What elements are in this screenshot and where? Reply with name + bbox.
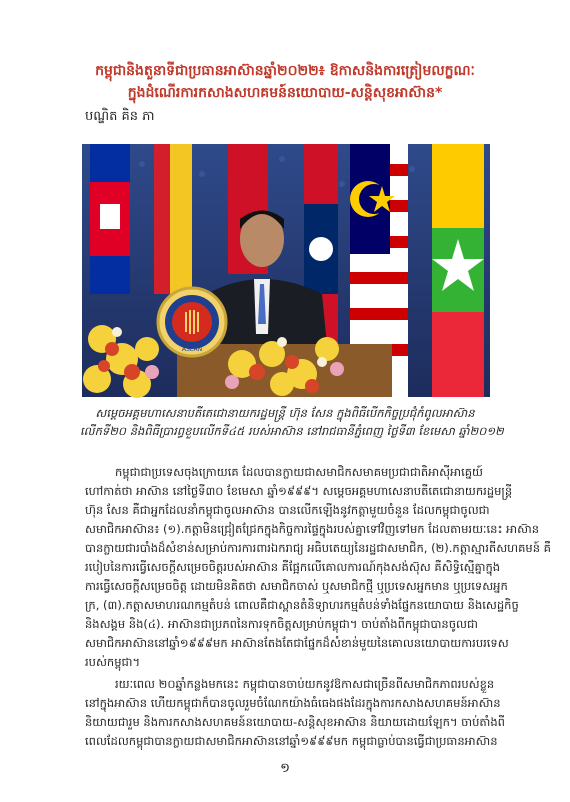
para2-line: នៅក្នុងអាស៊ាន ហើយកម្ពុជាក៏បានចូលរួមចំណែកយ៉ាងធំធេងផងដែរក្នុងការកសាងសហគមន៍អាស៊ាន [85,696,501,710]
para1-line: របៀបនៃការធ្វើសេចក្តីសម្រេចចិត្តរបស់អាស៊ាន គឺផ្អែកលើគោលការណ៍កុងសង់ស៊ុស គឺសិទ្ធិស្មើគ្នាក្នុង [85,560,501,574]
caption-line-2: លើកទី២០ និងពិធីប្រារព្ធខួបលើកទី៤៥ របស់អាស៊ាន នៅរាជធានីភ្នំពេញ ថ្ងៃទី៣ ខែមេសា ឆ្នាំ២០១២ [80,424,504,438]
photo-illustration [82,144,490,397]
para1-line: កម្ពុជាជាប្រទេសចុងក្រោយគេ ដែលបានក្លាយជាសមាជិកសមាគមប្រជាជាតិអាស៊ីអាគ្នេយ៍ [115,465,483,479]
caption-line-1: សម្តេចអគ្គមហាសេនាបតីតេជោនាយករដ្ឋមន្ត្រី ហ៊ុន សែន ក្នុងពិធីបើកកិច្ចប្រជុំកំពូលអាស៊ាន [95,406,475,420]
para1-line: របស់កម្ពុជា។ [85,655,141,669]
asean-emblem-text: ASEAN [181,346,203,353]
para2-line: រយៈពេល ២០ឆ្នាំកន្លងមកនេះ កម្ពុជាបានចាប់យកនូវឱកាសជាច្រើនពីសមាជិកភាពរបស់ខ្លួន [115,677,495,691]
title-line-1: កម្ពុជានិងតួនាទីជាប្រធានអាស៊ានឆ្នាំ២០២២៖ ឱកាសនិងការត្រៀមលក្ខណៈ [95,63,475,79]
para1-line: បានក្លាយជារបាំងដ៏សំខាន់សម្រាប់ការការពារឯករាជ្យ អធិបតេយ្យនៃរដ្ឋជាសមាជិក, (២).កត្តាស្មារតីសហគមន៍ គឺ [85,541,551,555]
para1-line: ហៅកាត់ថា អាស៊ាន នៅថ្ងៃទី៣០ ខែមេសា ឆ្នាំ១៩៩៩។ សម្តេចអគ្គមហាសេនាបតីតេជោនាយករដ្ឋមន្ត្រី [85,484,513,498]
para1-line: សមាជិកអាស៊ាន៖ (១).កត្តាមិនជ្រៀតជ្រែកក្នុងកិច្ចការផ្ទៃក្នុងរបស់គ្នាទៅវិញទៅមក ដែលតាមរយៈនេះ អាស៊ាន [85,522,540,536]
para2-line: ពេលដែលកម្ពុជាបានក្លាយជាសមាជិកអាស៊ាននៅឆ្នាំ១៩៩៩មក កម្ពុជាធ្លាប់បានធ្វើជាប្រធានអាស៊ាន [85,734,498,748]
title-line-2: ក្នុងដំណើរការកសាងសហគមន៍នយោបាយ-សន្តិសុខអាស៊ាន* [127,85,443,101]
para1-line: ក្រ, (៣).កត្តាសមាហរណកម្មតំបន់ ពោលគឺជាស្ពានតំនិទ្យាហរកម្មតំបន់ទាំងផ្នែកនយោបាយ និងសេដ្ឋកិច្ច [85,598,519,612]
para1-line: និងសង្គម និង(៤). អាស៊ានជាប្រភពនៃការទុកចិត្តសម្រាប់កម្ពុជា។ ចាប់តាំងពីកម្ពុជាបានចូលជា [85,617,478,631]
para1-line: ហ៊ុន សែន គឺជាអ្នកដែលនាំកម្ពុជាចូលអាស៊ាន បានលើកឡើងនូវកត្តាមួយចំនួន ដែលកម្ពុជាចូលជា [85,503,490,517]
para1-line: ការធ្វើសេចក្តីសម្រេចចិត្ត ដោយមិនគិតថា សមាជិកចាស់ ឬសមាជិកថ្មី ឬប្រទេសអ្នកមាន ឬប្រទេសអ្នក [85,579,508,593]
summit-photo [82,144,490,397]
author: បណ្ឌិត គិន ភា [85,109,155,124]
flag-myanmar [432,144,484,397]
paragraph-1 [85,463,551,672]
flag-cambodia [90,144,130,294]
page-number: ១ [280,761,290,776]
asean-emblem [158,288,226,356]
para2-line: និយាយជារួម និងការកសាងសហគមន៍នយោបាយ-សន្តិសុខអាស៊ាន និយាយដោយឡែក។ ចាប់តាំងពី [85,715,505,729]
para1-line: សមាជិកអាស៊ាននៅឆ្នាំ១៩៩៩មក អាស៊ានតែងតែជាផ្នែកដ៏សំខាន់មួយនៃគោលនយោបាយការបរទេស [85,636,509,650]
flag-red-yellow [154,144,192,294]
paragraph-2 [85,675,505,751]
